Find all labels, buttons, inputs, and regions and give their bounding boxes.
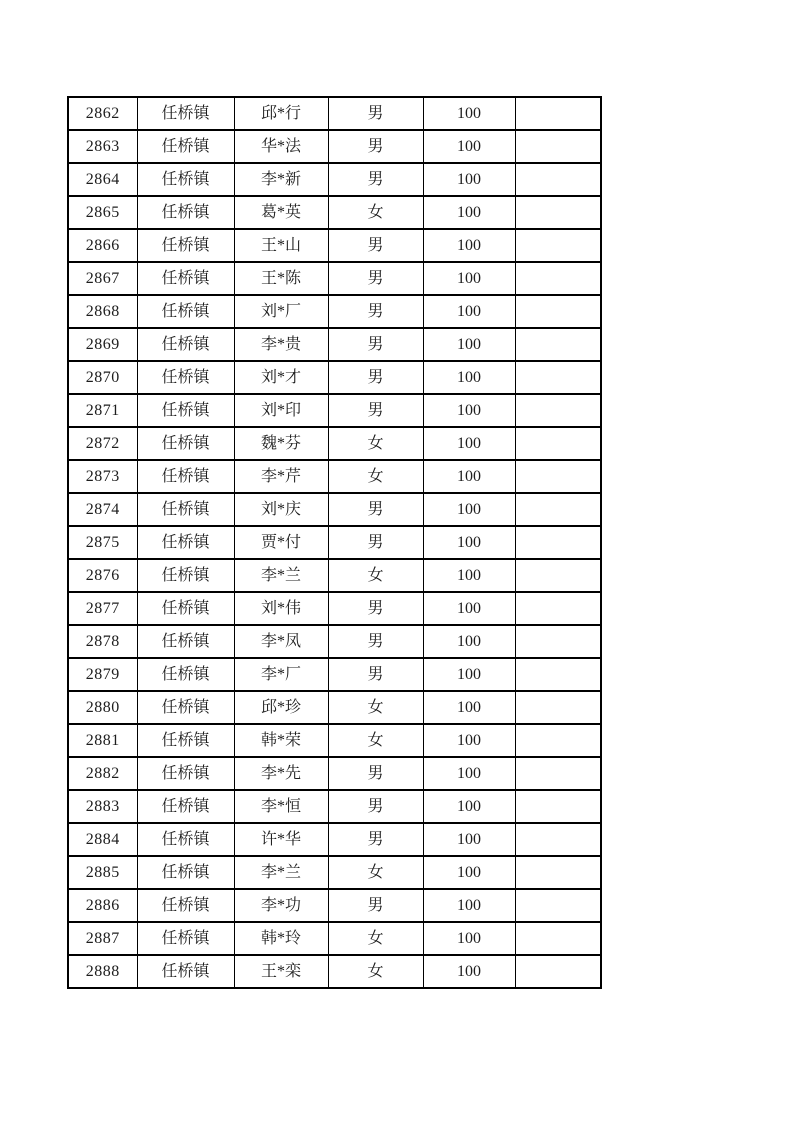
- cell-town: 任桥镇: [137, 493, 234, 526]
- cell-gender: 男: [328, 823, 423, 856]
- cell-remark: [515, 196, 601, 229]
- cell-person-name: 邱*行: [234, 97, 328, 130]
- cell-gender: 男: [328, 493, 423, 526]
- cell-remark: [515, 328, 601, 361]
- cell-town: 任桥镇: [137, 955, 234, 988]
- cell-remark: [515, 97, 601, 130]
- cell-remark: [515, 130, 601, 163]
- cell-person-name: 刘*印: [234, 394, 328, 427]
- table-row: [68, 427, 601, 460]
- cell-serial-number: 2866: [68, 229, 137, 262]
- cell-town: 任桥镇: [137, 97, 234, 130]
- cell-amount: 100: [423, 427, 515, 460]
- cell-amount: 100: [423, 823, 515, 856]
- cell-gender: 男: [328, 229, 423, 262]
- cell-remark: [515, 625, 601, 658]
- roster-body: [68, 97, 601, 988]
- cell-town: 任桥镇: [137, 130, 234, 163]
- cell-town: 任桥镇: [137, 757, 234, 790]
- cell-town: 任桥镇: [137, 889, 234, 922]
- table-row: [68, 262, 601, 295]
- cell-gender: 男: [328, 625, 423, 658]
- cell-town: 任桥镇: [137, 526, 234, 559]
- cell-amount: 100: [423, 922, 515, 955]
- cell-remark: [515, 229, 601, 262]
- cell-gender: 男: [328, 262, 423, 295]
- cell-amount: 100: [423, 493, 515, 526]
- cell-remark: [515, 922, 601, 955]
- cell-gender: 男: [328, 592, 423, 625]
- table-row: [68, 559, 601, 592]
- cell-serial-number: 2878: [68, 625, 137, 658]
- cell-amount: 100: [423, 757, 515, 790]
- cell-person-name: 李*兰: [234, 856, 328, 889]
- cell-remark: [515, 163, 601, 196]
- cell-amount: 100: [423, 790, 515, 823]
- cell-serial-number: 2879: [68, 658, 137, 691]
- cell-town: 任桥镇: [137, 427, 234, 460]
- table-row: [68, 460, 601, 493]
- cell-person-name: 许*华: [234, 823, 328, 856]
- cell-person-name: 魏*芬: [234, 427, 328, 460]
- cell-serial-number: 2877: [68, 592, 137, 625]
- cell-amount: 100: [423, 262, 515, 295]
- table-row: [68, 163, 601, 196]
- cell-person-name: 李*恒: [234, 790, 328, 823]
- cell-person-name: 刘*才: [234, 361, 328, 394]
- cell-gender: 女: [328, 724, 423, 757]
- table-row: [68, 955, 601, 988]
- cell-serial-number: 2871: [68, 394, 137, 427]
- cell-remark: [515, 823, 601, 856]
- cell-amount: 100: [423, 592, 515, 625]
- cell-amount: 100: [423, 889, 515, 922]
- cell-serial-number: 2867: [68, 262, 137, 295]
- cell-gender: 男: [328, 130, 423, 163]
- cell-town: 任桥镇: [137, 658, 234, 691]
- cell-gender: 男: [328, 361, 423, 394]
- cell-person-name: 刘*庆: [234, 493, 328, 526]
- cell-amount: 100: [423, 955, 515, 988]
- cell-remark: [515, 493, 601, 526]
- cell-town: 任桥镇: [137, 592, 234, 625]
- cell-town: 任桥镇: [137, 790, 234, 823]
- cell-serial-number: 2869: [68, 328, 137, 361]
- cell-serial-number: 2875: [68, 526, 137, 559]
- table-row: [68, 394, 601, 427]
- cell-gender: 女: [328, 427, 423, 460]
- cell-town: 任桥镇: [137, 922, 234, 955]
- table-row: [68, 229, 601, 262]
- cell-gender: 男: [328, 790, 423, 823]
- table-row: [68, 328, 601, 361]
- cell-serial-number: 2887: [68, 922, 137, 955]
- cell-remark: [515, 658, 601, 691]
- cell-gender: 女: [328, 196, 423, 229]
- cell-gender: 女: [328, 856, 423, 889]
- cell-person-name: 李*兰: [234, 559, 328, 592]
- table-row: [68, 130, 601, 163]
- cell-person-name: 王*栾: [234, 955, 328, 988]
- cell-town: 任桥镇: [137, 559, 234, 592]
- cell-person-name: 李*先: [234, 757, 328, 790]
- cell-gender: 男: [328, 328, 423, 361]
- cell-serial-number: 2883: [68, 790, 137, 823]
- cell-serial-number: 2872: [68, 427, 137, 460]
- cell-town: 任桥镇: [137, 394, 234, 427]
- cell-amount: 100: [423, 361, 515, 394]
- cell-gender: 男: [328, 394, 423, 427]
- cell-gender: 男: [328, 658, 423, 691]
- cell-remark: [515, 460, 601, 493]
- table-row: [68, 625, 601, 658]
- cell-person-name: 王*陈: [234, 262, 328, 295]
- cell-gender: 女: [328, 955, 423, 988]
- table-row: [68, 856, 601, 889]
- cell-serial-number: 2868: [68, 295, 137, 328]
- cell-person-name: 韩*玲: [234, 922, 328, 955]
- cell-remark: [515, 559, 601, 592]
- cell-town: 任桥镇: [137, 460, 234, 493]
- cell-amount: 100: [423, 130, 515, 163]
- cell-person-name: 华*法: [234, 130, 328, 163]
- cell-town: 任桥镇: [137, 328, 234, 361]
- cell-person-name: 葛*英: [234, 196, 328, 229]
- cell-person-name: 李*厂: [234, 658, 328, 691]
- cell-town: 任桥镇: [137, 295, 234, 328]
- cell-remark: [515, 592, 601, 625]
- cell-serial-number: 2882: [68, 757, 137, 790]
- table-row: [68, 196, 601, 229]
- cell-serial-number: 2874: [68, 493, 137, 526]
- cell-town: 任桥镇: [137, 823, 234, 856]
- table-row: [68, 361, 601, 394]
- cell-remark: [515, 262, 601, 295]
- roster-table: [67, 96, 602, 989]
- cell-remark: [515, 889, 601, 922]
- cell-amount: 100: [423, 295, 515, 328]
- cell-amount: 100: [423, 724, 515, 757]
- cell-serial-number: 2881: [68, 724, 137, 757]
- table-row: [68, 295, 601, 328]
- cell-town: 任桥镇: [137, 262, 234, 295]
- cell-serial-number: 2880: [68, 691, 137, 724]
- cell-amount: 100: [423, 856, 515, 889]
- cell-amount: 100: [423, 691, 515, 724]
- table-row: [68, 790, 601, 823]
- cell-gender: 男: [328, 97, 423, 130]
- cell-serial-number: 2885: [68, 856, 137, 889]
- cell-amount: 100: [423, 196, 515, 229]
- cell-gender: 女: [328, 559, 423, 592]
- cell-remark: [515, 394, 601, 427]
- cell-amount: 100: [423, 97, 515, 130]
- cell-serial-number: 2870: [68, 361, 137, 394]
- table-row: [68, 691, 601, 724]
- cell-serial-number: 2884: [68, 823, 137, 856]
- cell-person-name: 李*贵: [234, 328, 328, 361]
- cell-serial-number: 2873: [68, 460, 137, 493]
- cell-person-name: 邱*珍: [234, 691, 328, 724]
- table-row: [68, 922, 601, 955]
- cell-remark: [515, 856, 601, 889]
- cell-serial-number: 2862: [68, 97, 137, 130]
- cell-gender: 男: [328, 295, 423, 328]
- cell-town: 任桥镇: [137, 724, 234, 757]
- cell-remark: [515, 526, 601, 559]
- cell-town: 任桥镇: [137, 691, 234, 724]
- cell-amount: 100: [423, 460, 515, 493]
- cell-serial-number: 2863: [68, 130, 137, 163]
- cell-serial-number: 2864: [68, 163, 137, 196]
- cell-person-name: 李*凤: [234, 625, 328, 658]
- cell-gender: 男: [328, 526, 423, 559]
- cell-serial-number: 2865: [68, 196, 137, 229]
- table-row: [68, 889, 601, 922]
- cell-gender: 女: [328, 691, 423, 724]
- cell-amount: 100: [423, 559, 515, 592]
- cell-town: 任桥镇: [137, 196, 234, 229]
- cell-serial-number: 2888: [68, 955, 137, 988]
- cell-remark: [515, 790, 601, 823]
- cell-amount: 100: [423, 658, 515, 691]
- cell-person-name: 李*芹: [234, 460, 328, 493]
- table-row: [68, 592, 601, 625]
- cell-amount: 100: [423, 328, 515, 361]
- cell-remark: [515, 361, 601, 394]
- cell-person-name: 李*新: [234, 163, 328, 196]
- cell-remark: [515, 295, 601, 328]
- cell-remark: [515, 691, 601, 724]
- table-row: [68, 526, 601, 559]
- cell-gender: 男: [328, 163, 423, 196]
- cell-remark: [515, 757, 601, 790]
- cell-town: 任桥镇: [137, 229, 234, 262]
- cell-amount: 100: [423, 394, 515, 427]
- table-row: [68, 493, 601, 526]
- cell-amount: 100: [423, 163, 515, 196]
- cell-person-name: 韩*荣: [234, 724, 328, 757]
- cell-amount: 100: [423, 526, 515, 559]
- cell-gender: 男: [328, 757, 423, 790]
- cell-gender: 男: [328, 889, 423, 922]
- table-row: [68, 724, 601, 757]
- cell-serial-number: 2876: [68, 559, 137, 592]
- cell-remark: [515, 724, 601, 757]
- table-row: [68, 823, 601, 856]
- cell-town: 任桥镇: [137, 361, 234, 394]
- cell-remark: [515, 955, 601, 988]
- cell-remark: [515, 427, 601, 460]
- table-row: [68, 757, 601, 790]
- cell-gender: 女: [328, 460, 423, 493]
- cell-town: 任桥镇: [137, 856, 234, 889]
- cell-person-name: 王*山: [234, 229, 328, 262]
- cell-town: 任桥镇: [137, 163, 234, 196]
- cell-town: 任桥镇: [137, 625, 234, 658]
- cell-person-name: 刘*伟: [234, 592, 328, 625]
- cell-person-name: 贾*付: [234, 526, 328, 559]
- cell-amount: 100: [423, 625, 515, 658]
- cell-person-name: 刘*厂: [234, 295, 328, 328]
- table-row: [68, 658, 601, 691]
- cell-amount: 100: [423, 229, 515, 262]
- cell-person-name: 李*功: [234, 889, 328, 922]
- cell-serial-number: 2886: [68, 889, 137, 922]
- cell-gender: 女: [328, 922, 423, 955]
- table-row: [68, 97, 601, 130]
